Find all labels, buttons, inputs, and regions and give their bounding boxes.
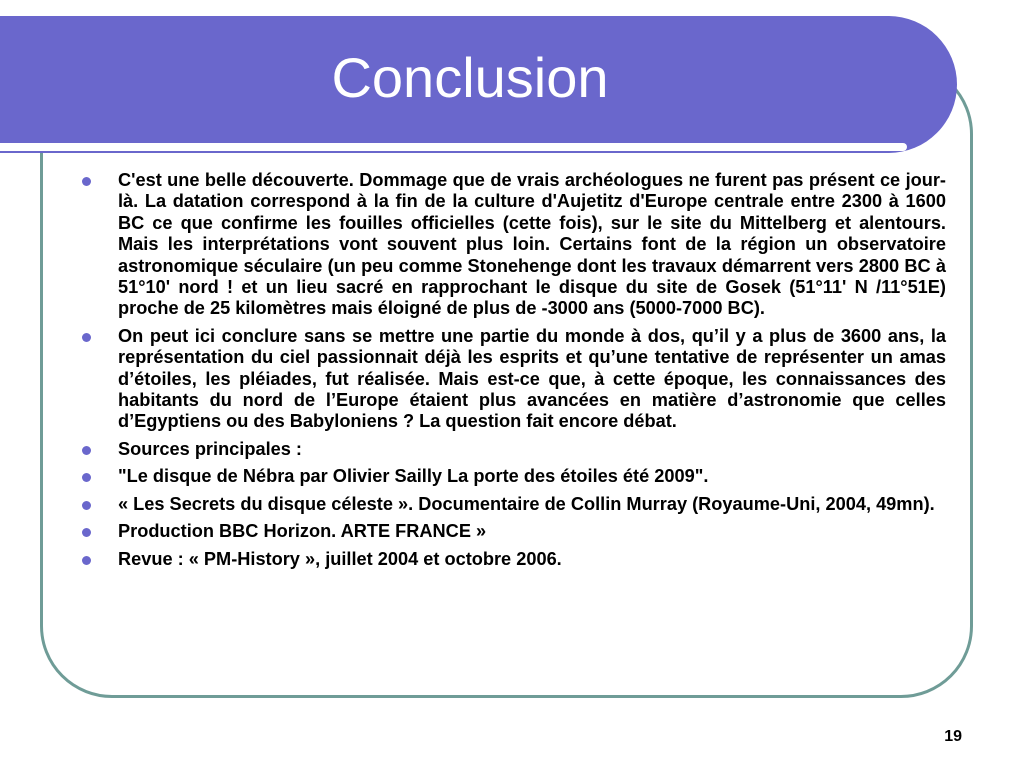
bullet-text: Revue : « PM-History », juillet 2004 et octobre 2006. [118,548,562,569]
bullet-text: On peut ici conclure sans se mettre une partie du monde à dos, qu’il y a plus de 3600 ans, la représentation du ciel passionnait déjà les esprits et qu’une tentative de représenter un amas d’étoiles, les pléiades, fut réalisée. Mais est-ce que, à cette époque, les connaissances des habitants du nord de l’Europe étaient plus avancées en matière d’astronomie que celles d’Egyptiens ou des Babyloniens ? La question fait encore débat. [118,325,946,432]
bullet-item [78,439,946,460]
bullet-dot-icon [82,501,91,510]
title-underline [0,143,907,151]
bullet-text: Sources principales : [118,438,302,459]
bullet-item [78,170,946,320]
bullet-list [78,170,946,576]
bullet-text: « Les Secrets du disque céleste ». Documentaire de Collin Murray (Royaume-Uni, 2004, 49mn). [118,493,935,514]
bullet-item [78,521,946,542]
bullet-dot-icon [82,473,91,482]
bullet-text: C'est une belle découverte. Dommage que de vrais archéologues ne furent pas présent ce jour-là. La datation correspond à la fin de la culture d'Aujetitz d'Europe centrale entre 2300 à 1600 BC ce que confirme les fouilles officielles (cette fois), sur le site du Mittelberg et alentours. Mais les interprétations vont souvent plus loin. Certains font de la région un observatoire astronomique séculaire (un peu comme Stonehenge dont les travaux démarrent vers 2800 BC à 51°10' nord ! et un lieu sacré en rapprochant le disque du site de Gosek (51°11' N /11°51E) proche de 25 kilomètres mais éloigné de plus de -3000 ans (5000-7000 BC). [118,170,946,319]
bullet-item [78,494,946,515]
bullet-text: "Le disque de Nébra par Olivier Sailly La porte des étoiles été 2009". [118,466,709,487]
bullet-item [78,549,946,570]
bullet-dot-icon [82,556,91,565]
bullet-text: Production BBC Horizon. ARTE FRANCE » [118,521,487,542]
bullet-item [78,326,946,433]
slide-number: 19 [944,728,962,745]
bullet-item [78,466,946,487]
bullet-dot-icon [82,528,91,537]
bullet-dot-icon [82,177,91,186]
slide-title: Conclusion [331,46,609,109]
bullet-dot-icon [82,333,91,342]
bullet-dot-icon [82,446,91,455]
